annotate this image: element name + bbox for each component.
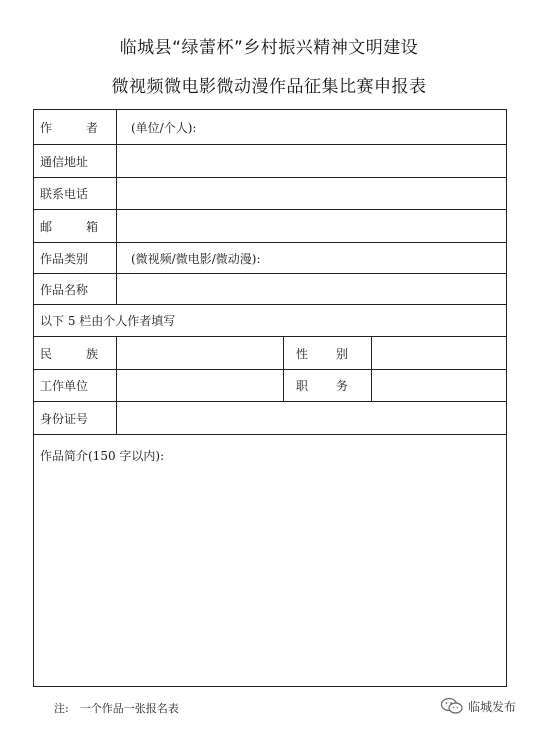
row-id-number: [34, 402, 507, 435]
author-label: 作 者: [34, 110, 117, 145]
address-label: 通信地址: [34, 145, 117, 178]
individual-note: 以下 5 栏由个人作者填写: [34, 305, 507, 337]
row-intro: [34, 435, 507, 687]
intro-field[interactable]: [34, 435, 507, 687]
row-email: [34, 210, 507, 243]
row-individual-note: [34, 305, 507, 337]
gender-field[interactable]: [372, 337, 507, 370]
row-work-name: [34, 274, 507, 305]
ethnicity-label: 民 族: [34, 337, 117, 370]
position-field[interactable]: [372, 370, 507, 402]
author-field[interactable]: [117, 110, 507, 145]
employer-field[interactable]: [117, 370, 284, 402]
email-field[interactable]: [117, 210, 507, 243]
position-label: 职 务: [284, 370, 372, 402]
work-name-field[interactable]: [117, 274, 507, 305]
ethnicity-field[interactable]: [117, 337, 284, 370]
email-label: 邮 箱: [34, 210, 117, 243]
application-form-table: [33, 109, 507, 687]
intro-label: 作品简介(150 字以内):: [40, 449, 165, 463]
row-author: [34, 110, 507, 145]
form-title-line2: 微视频微电影微动漫作品征集比赛申报表: [111, 77, 427, 97]
wechat-icon: [440, 697, 464, 715]
footer-note: 注: 一个作品一张报名表: [54, 702, 179, 715]
employer-label: 工作单位: [34, 370, 117, 402]
category-hint: (微视频/微电影/微动漫):: [131, 251, 261, 266]
row-employer-position: [34, 370, 507, 402]
phone-label: 联系电话: [34, 178, 117, 210]
category-field[interactable]: [117, 243, 507, 274]
row-phone: [34, 178, 507, 210]
work-name-label: 作品名称: [34, 274, 117, 305]
gender-label: 性 别: [284, 337, 372, 370]
brand-name: 临城发布: [468, 699, 517, 714]
address-field[interactable]: [117, 145, 507, 178]
id-number-label: 身份证号: [34, 402, 117, 435]
phone-field[interactable]: [117, 178, 507, 210]
row-ethnicity-gender: [34, 337, 507, 370]
row-category: [34, 243, 507, 274]
id-number-field[interactable]: [117, 402, 507, 435]
brand-watermark: [440, 697, 516, 715]
category-label: 作品类别: [34, 243, 117, 274]
form-title-line1: 临城县“绿蕾杯”乡村振兴精神文明建设: [119, 38, 419, 58]
row-address: [34, 145, 507, 178]
author-hint: (单位/个人):: [131, 120, 197, 135]
